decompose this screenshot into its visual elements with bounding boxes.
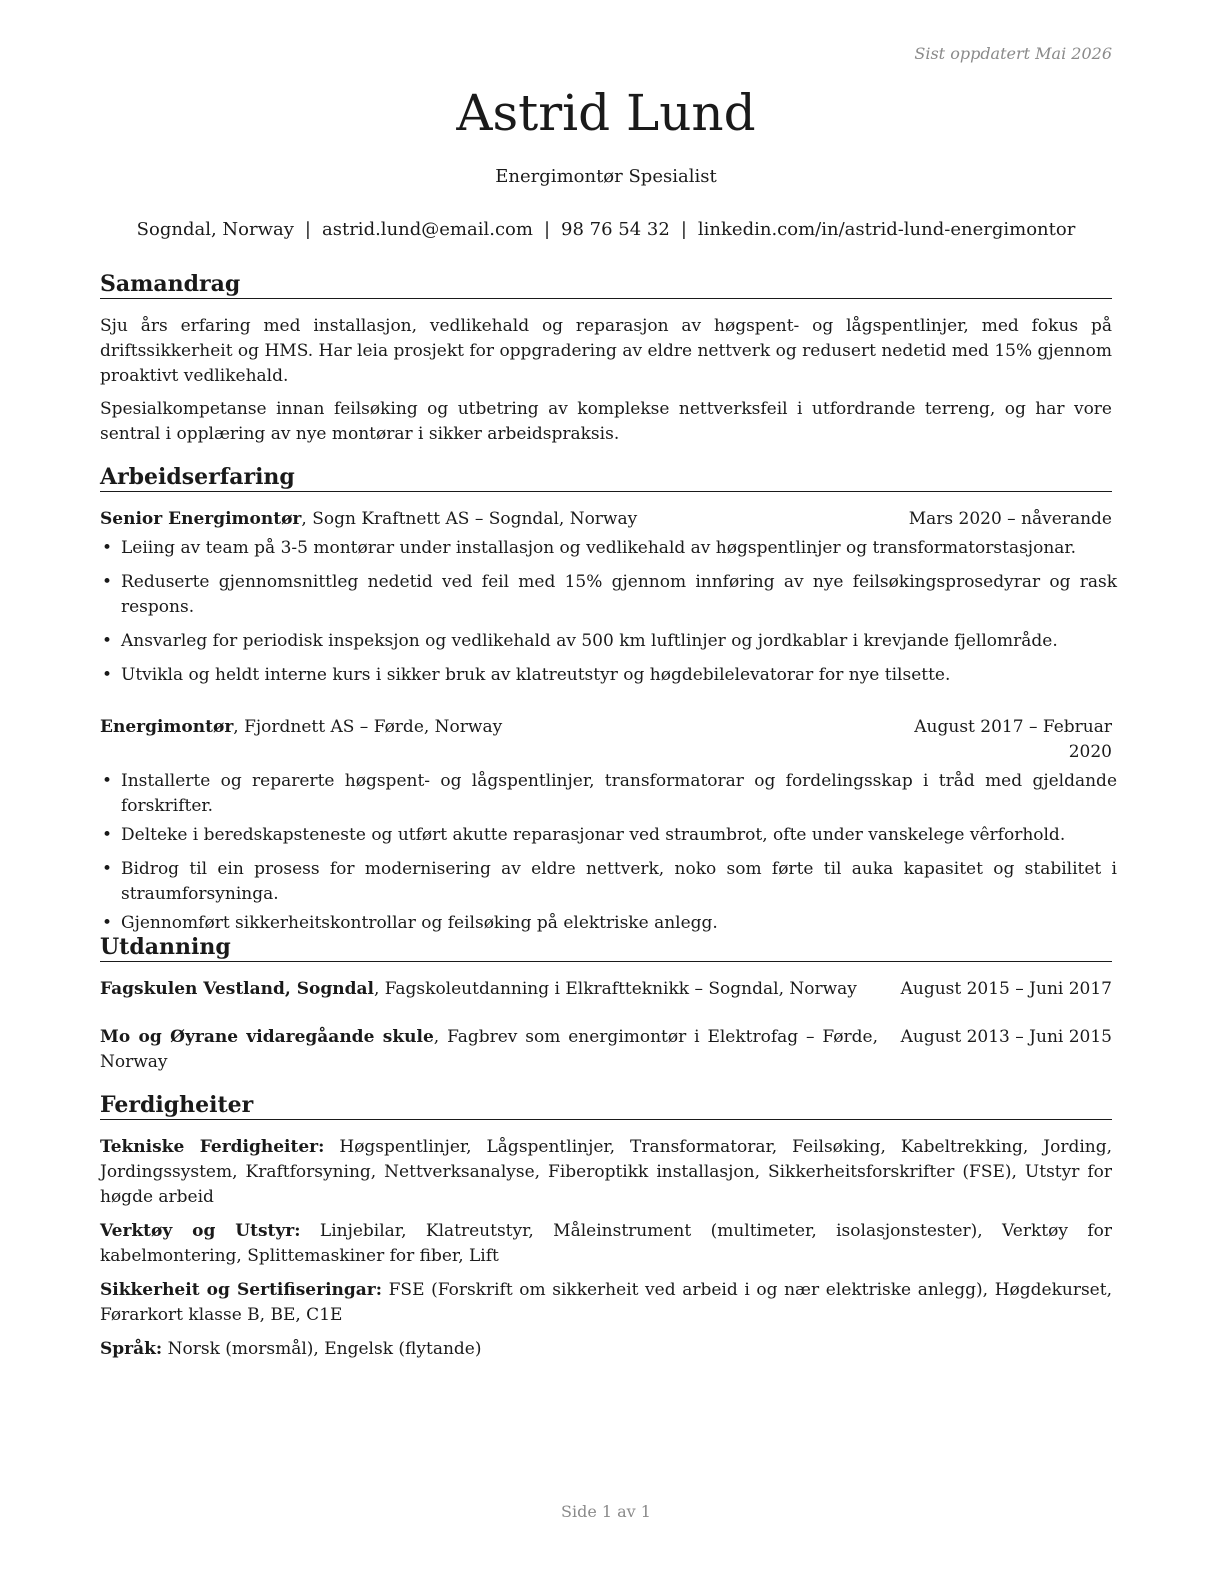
contact-separator: | [304,219,311,240]
skill-text: FSE (Forskrift om sikkerheit ved arbeid i og nær elektriske anlegg), Høgdekurset, Førarkort klasse B, BE, C1E [100,1280,1112,1325]
summary-section [100,270,1112,447]
job-header [100,715,1112,765]
skill-label: Sikkerheit og Sertifiseringar: [100,1280,383,1300]
skill-group [100,1219,1112,1269]
job-details: , Fjordnett AS – Førde, Norway [233,717,503,737]
job-bullet: • Leiing av team på 3-5 montørar under installasjon og vedlikehald av høgspentlinjer og transformatorstasjonar. [100,536,1117,561]
section-heading-skills: Ferdigheiter [100,1091,1112,1120]
job-entry [100,715,1117,936]
job-dates-line: August 2017 – Februar [914,717,1112,737]
last-updated-note: Sist oppdatert Mai 2026 [914,44,1112,63]
education-dates: August 2015 – Juni 2017 [900,979,1112,999]
job-bullet: • Reduserte gjennomsnittleg nedetid ved feil med 15% gjennom innføring av nye feilsøkingsprosedyrar og rask respons. [100,570,1117,620]
contact-separator: | [543,219,551,240]
job-bullets [100,769,1117,936]
job-bullet: • Bidrog til ein prosess for modernisering av eldre nettverk, noko som førte til auka kapasitet og stabilitet i straumforsyninga. [100,857,1117,907]
skill-label: Språk: [100,1339,163,1359]
job-role: Energimontør [100,717,234,737]
education-entry [100,977,1112,1002]
job-bullet: • Delteke i beredskapsteneste og utført akutte reparasjonar ved straumbrot, ofte under vanskelege vêrforhold. [100,823,1117,848]
summary-paragraph: Spesialkompetanse innan feilsøking og utbetring av komplekse nettverksfeil i utfordrande terreng, og har vore sentral i opplæring av nye montørar i sikker arbeidspraksis. [100,399,1112,444]
section-heading-summary: Samandrag [100,270,1112,299]
contact-separator: | [680,219,687,240]
skill-label: Verktøy og Utstyr: [100,1221,301,1241]
skill-group [100,1337,1112,1362]
job-bullets [100,536,1117,688]
job-entry [100,507,1117,688]
skills-section [100,1091,1112,1362]
education-school: Fagskulen Vestland, Sogndal [100,979,374,999]
page-number: Side 1 av 1 [561,1502,651,1521]
section-heading-experience: Arbeidserfaring [100,463,1112,492]
skill-text: Høgspentlinjer, Lågspentlinjer, Transformatorar, Feilsøking, Kabeltrekking, Jording, Jordingssystem, Kraftforsyning, Nettverksanalyse, Fiberoptikk installasjon, Sikkerheitsforskrifter (FSE), Utstyr for høgde arbeid [100,1137,1112,1207]
education-school: Mo og Øyrane vidaregåande skule [100,1027,434,1047]
job-title: Energimontør Spesialist [495,166,717,187]
section-heading-education: Utdanning [100,933,1112,962]
skill-label: Tekniske Ferdigheiter: [100,1137,325,1157]
education-entry [100,1025,1112,1075]
job-bullet: • Ansvarleg for periodisk inspeksjon og vedlikehald av 500 km luftlinjer og jordkablar i krevjande fjellområde. [100,629,1117,654]
experience-section [100,463,1117,936]
education-details: , Fagbrev som energimontør i Elektrofag – Førde, Norway [100,1027,878,1072]
job-details: , Sogn Kraftnett AS – Sogndal, Norway [301,509,638,529]
job-header [100,507,1112,532]
contact-phone[interactable]: 98 76 54 32 [561,219,670,240]
candidate-name: Astrid Lund [456,84,756,142]
job-bullet: • Utvikla og heldt interne kurs i sikker bruk av klatreutstyr og høgdebilelevatorar for nye tilsette. [100,663,1117,688]
summary-paragraph: Sju års erfaring med installasjon, vedlikehald og reparasjon av høgspent- og lågspentlinjer, med fokus på driftssikkerheit og HMS. Har leia prosjekt for oppgradering av eldre nettverk og redusert nedetid med 15% gjennom proaktivt vedlikehald. [100,316,1112,386]
contact-linkedin[interactable]: linkedin.com/in/astrid-lund-energimontor [697,219,1076,240]
education-section [100,933,1112,1075]
job-role: Senior Energimontør [100,509,302,529]
job-bullet: • Gjennomført sikkerheitskontrollar og feilsøking på elektriske anlegg. [100,911,1117,936]
skill-text: Linjebilar, Klatreutstyr, Måleinstrument (multimeter, isolasjonstester), Verktøy for kabelmontering, Splittemaskiner for fiber, Lift [100,1221,1112,1266]
job-bullet: • Installerte og reparerte høgspent- og lågspentlinjer, transformatorar og fordelingsskap i tråd med gjeldande forskrifter. [100,769,1117,819]
contact-location: Sogndal, Norway [136,219,294,240]
education-dates: August 2013 – Juni 2015 [900,1027,1112,1047]
education-details: , Fagskoleutdanning i Elkraftteknikk – Sogndal, Norway [373,979,857,999]
contact-line [100,219,1112,240]
skill-text: Norsk (morsmål), Engelsk (flytande) [162,1339,482,1359]
contact-email[interactable]: astrid.lund@email.com [322,219,533,240]
job-dates: Mars 2020 – nåverande [908,509,1112,529]
skill-group [100,1135,1112,1210]
job-dates [914,715,1112,765]
skill-group [100,1278,1112,1328]
job-dates-line: 2020 [1068,742,1112,762]
